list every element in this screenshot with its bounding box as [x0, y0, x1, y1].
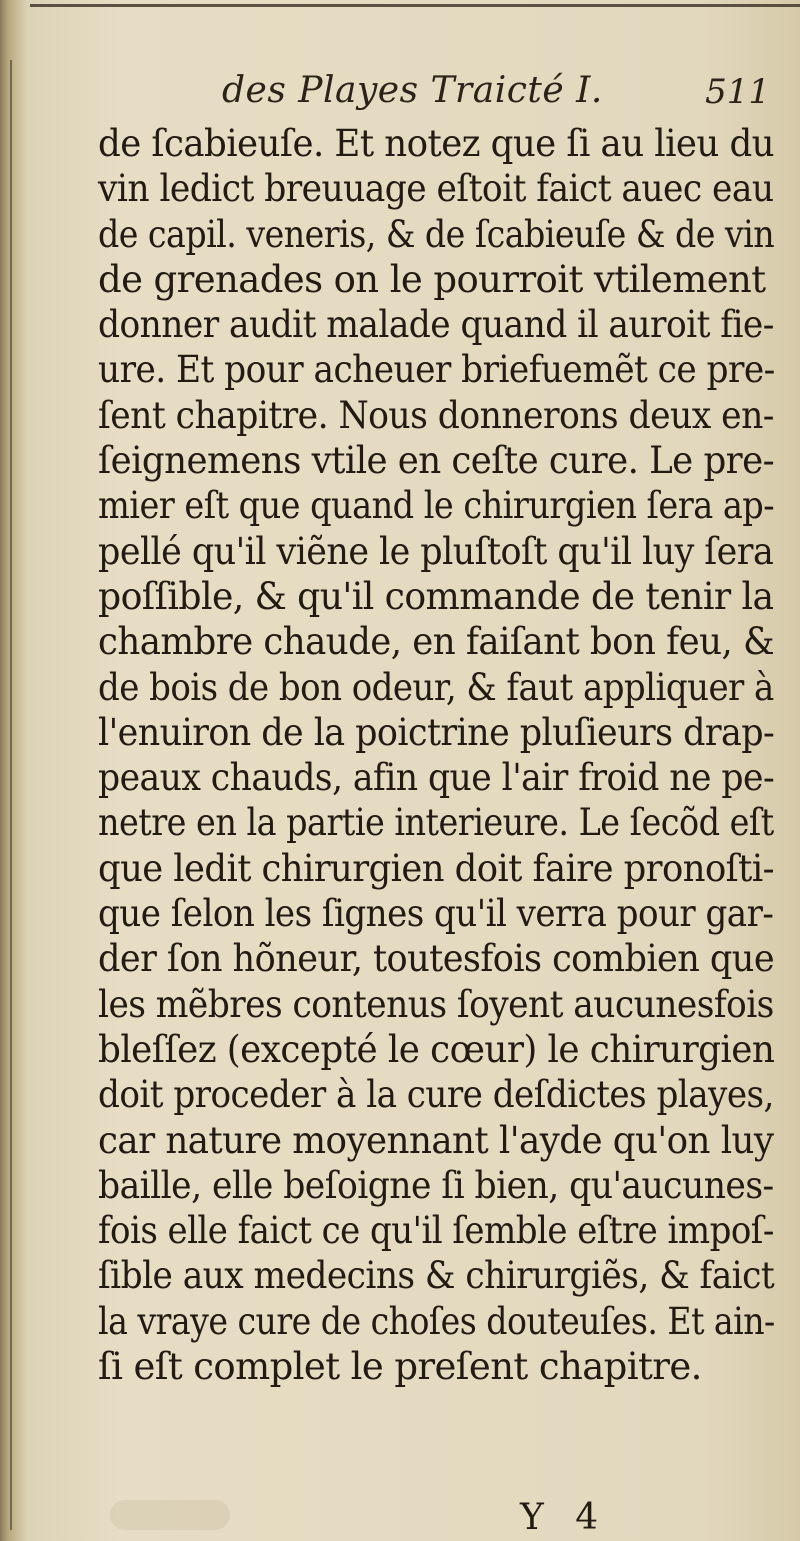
running-title: des Playes Traicté I. — [222, 70, 603, 111]
text-line: ſeignemens vtile en ceſte cure. Le pre- — [98, 439, 775, 483]
text-line: netre en la partie interieure. Le ſecõd eſt — [98, 801, 774, 845]
text-line: de capil. veneris, & de ſcabieuſe & de vin — [98, 212, 775, 256]
text-line: doit proceder à la cure deſdictes playes, — [98, 1073, 774, 1117]
text-line: car nature moyennant l'ayde qu'on luy — [98, 1118, 774, 1162]
text-line: l'enuiron de la poictrine pluſieurs drap- — [98, 710, 775, 754]
text-line: ſent chapitre. Nous donnerons deux en- — [98, 393, 774, 437]
page-binding-edge — [0, 0, 26, 1541]
text-line: donner audit malade quand il auroit fie- — [98, 303, 774, 347]
text-line: la vraye cure de choſes douteuſes. Et ain- — [98, 1299, 775, 1343]
text-line: de grenades on le pourroit vtilement — [98, 257, 766, 301]
text-line: que ſelon les ſignes qu'il verra pour gar- — [98, 892, 774, 936]
text-line: bleſſez (excepté le cœur) le chirurgien — [98, 1027, 775, 1071]
text-line: les mẽbres contenus ſoyent aucunesfois — [98, 982, 774, 1026]
binding-line — [10, 60, 12, 1530]
body-text — [98, 121, 774, 1389]
text-line: der ſon hõneur, toutesfois combien que — [98, 937, 775, 981]
text-line: pellé qu'il viẽne le pluſtoſt qu'il luy ſera — [98, 529, 774, 573]
text-line: vin ledict breuuage eſtoit faict auec eau — [98, 167, 774, 211]
text-line: poſſible, & qu'il commande de tenir la — [98, 574, 774, 618]
page-number: 511 — [705, 72, 770, 112]
text-line: de ſcabieuſe. Et notez que ſi au lieu du — [98, 122, 775, 165]
top-border-line — [30, 4, 800, 7]
signature-mark: Y 4 — [520, 1497, 609, 1538]
ink-smudge — [110, 1500, 230, 1530]
text-line: baille, elle beſoigne ſi bien, qu'aucunes- — [98, 1163, 774, 1207]
text-line: ure. Et pour acheuer briefuemẽt ce pre- — [98, 348, 775, 392]
text-line: de bois de bon odeur, & faut appliquer à — [98, 665, 774, 709]
text-line: que ledit chirurgien doit faire pronoſti- — [98, 846, 774, 890]
text-line: peaux chauds, afin que l'air froid ne pe- — [98, 756, 775, 800]
text-line: fois elle faict ce qu'il ſemble eſtre impoſ- — [98, 1209, 774, 1253]
text-line: ſi eſt complet le preſent chapitre. — [98, 1345, 702, 1389]
text-line: chambre chaude, en faiſant bon feu, & — [98, 620, 775, 664]
text-line: ſible aux medecins & chirurgiẽs, & faict — [98, 1254, 775, 1298]
text-line: mier eſt que quand le chirurgien ſera ap- — [98, 484, 775, 528]
running-header — [100, 70, 770, 120]
